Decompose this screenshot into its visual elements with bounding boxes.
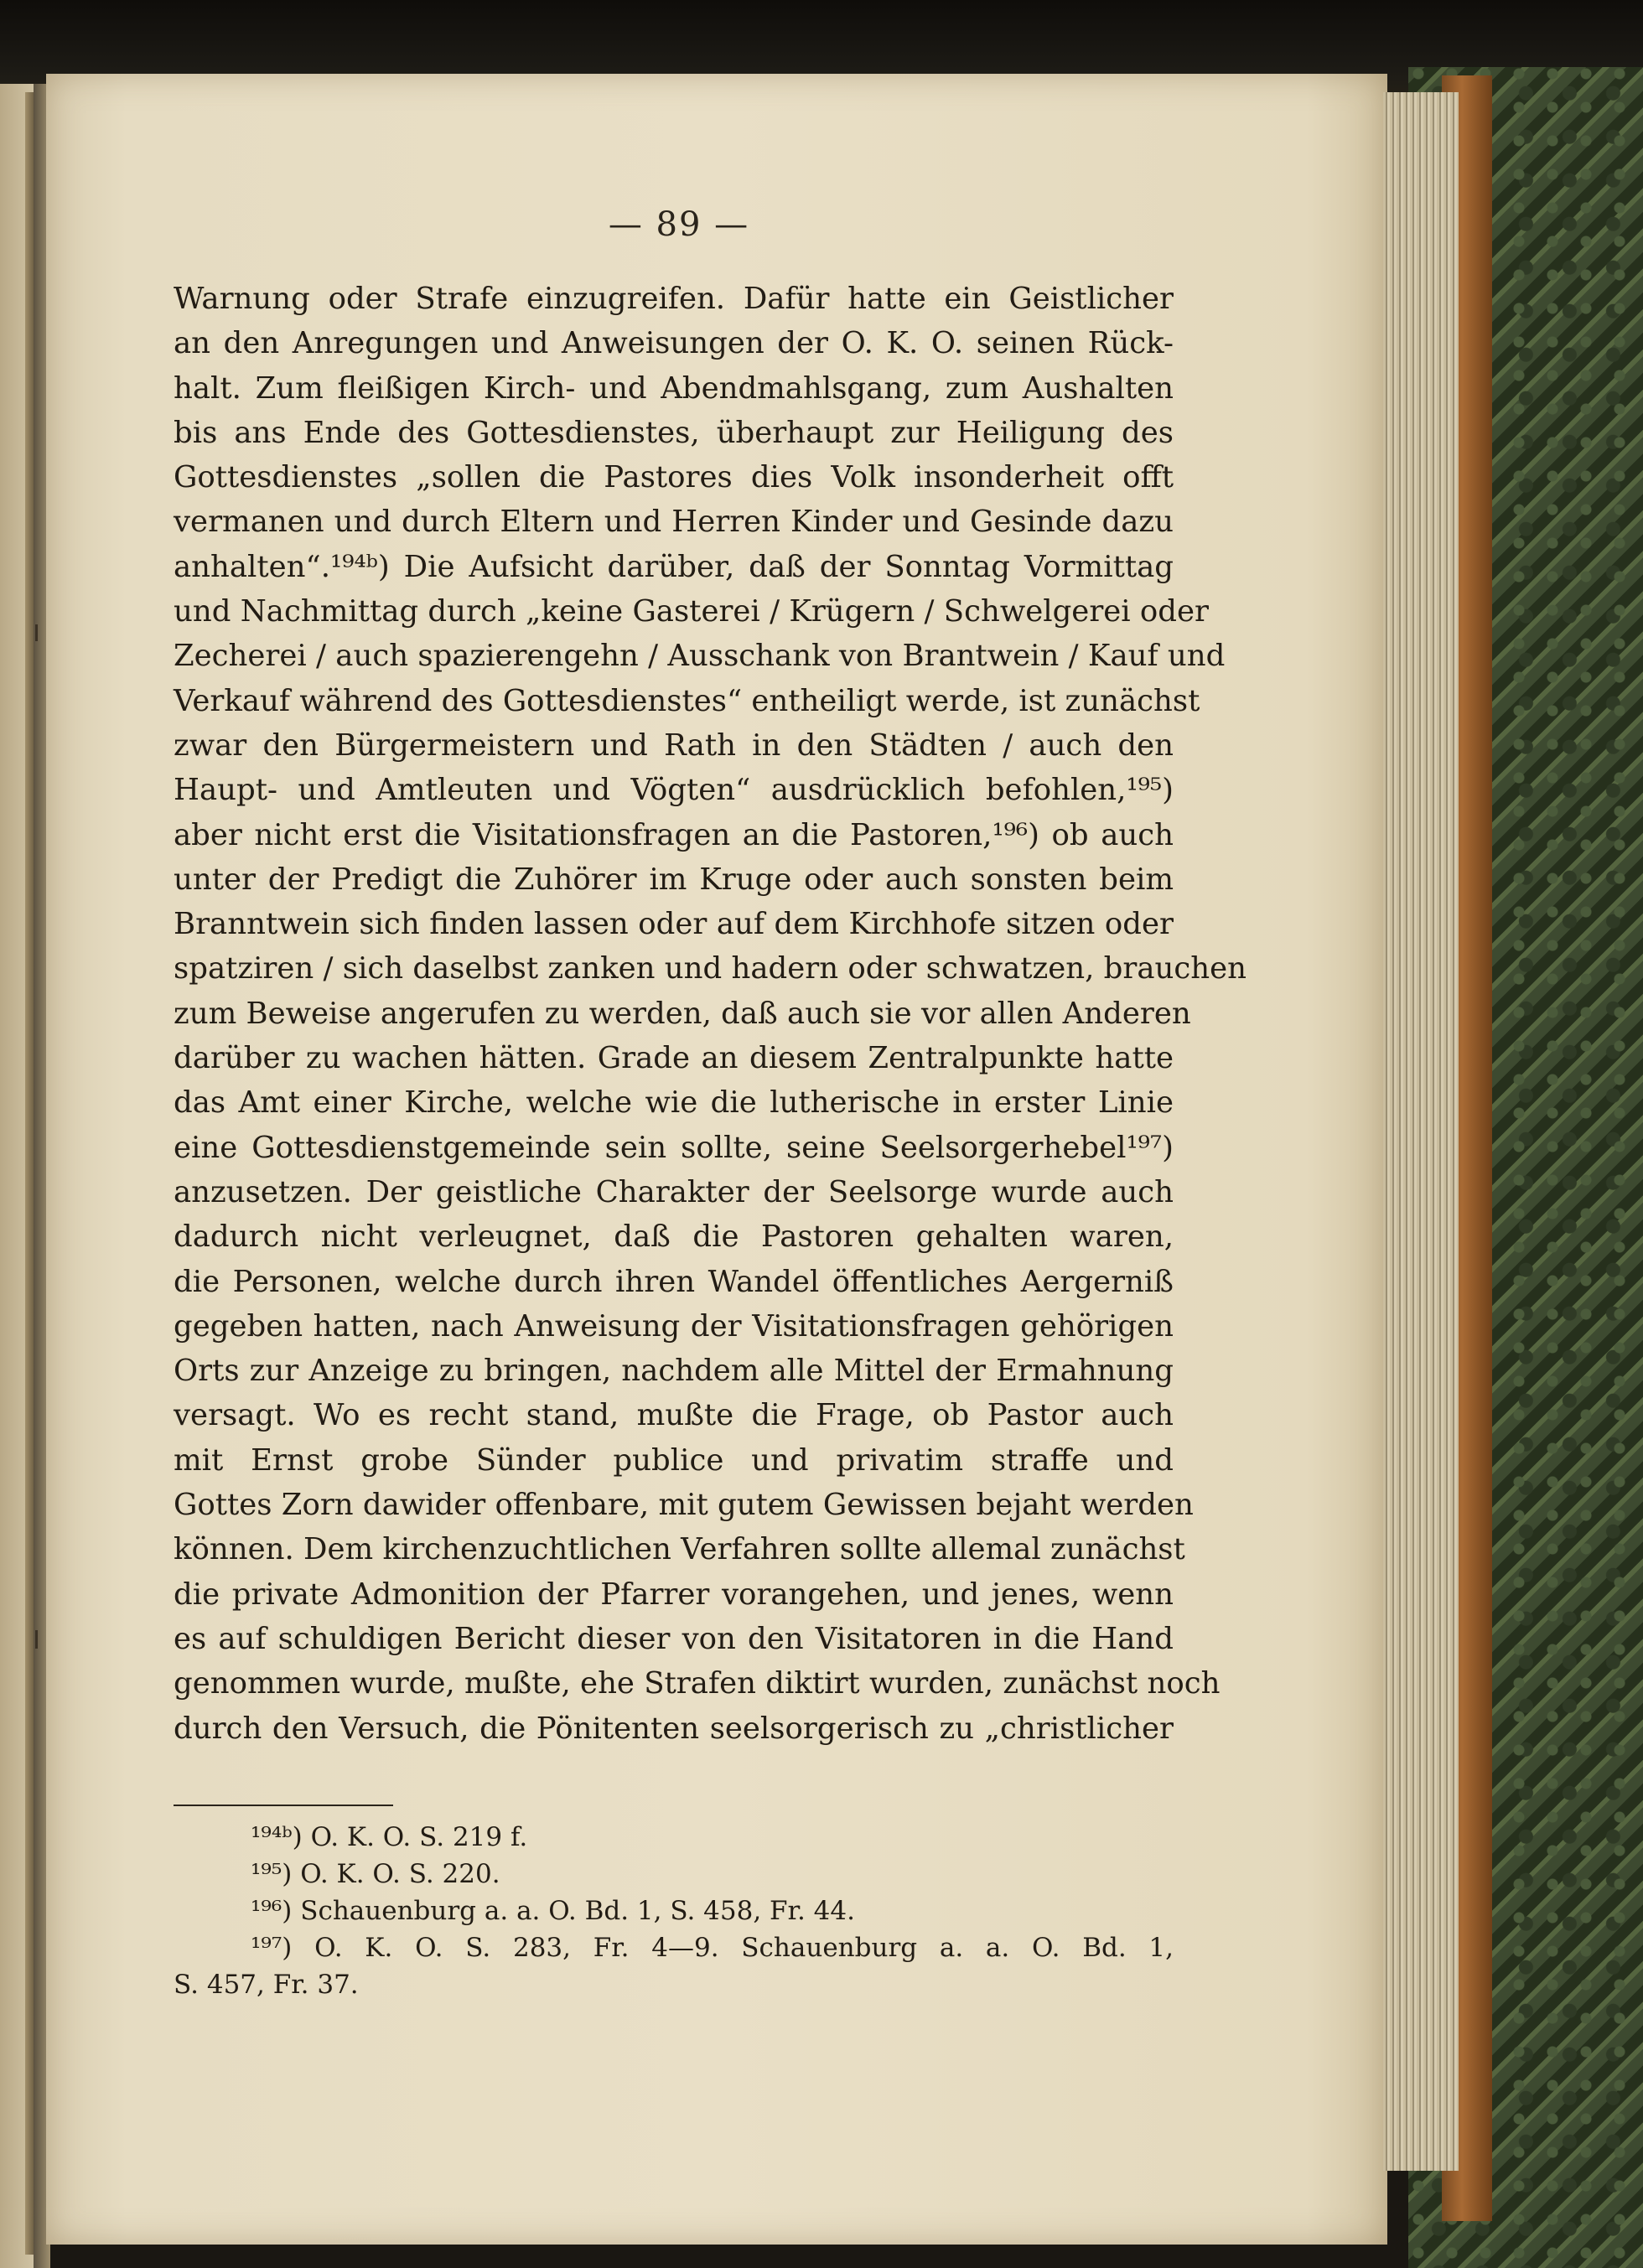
footnote: ¹⁹⁵) O. K. O. S. 220.: [251, 1859, 500, 1889]
body-text: [174, 277, 1247, 1751]
text-line: Branntwein sich finden lassen oder auf dem Kirchhofe sitzen oder: [174, 907, 1174, 942]
text-line: darüber zu wachen hätten. Grade an diesem Zentralpunkte hatte: [174, 1041, 1174, 1076]
text-line: anzusetzen. Der geistliche Charakter der Seelsorge wurde auch: [174, 1174, 1174, 1209]
text-line: halt. Zum fleißigen Kirch- und Abendmahlsgang, zum Aushalten: [174, 370, 1174, 406]
text-line: vermanen und durch Eltern und Herren Kinder und Gesinde dazu: [174, 505, 1174, 540]
text-line: und Nachmittag durch „keine Gasterei / Krügern / Schwelgerei oder: [174, 594, 1210, 629]
text-line: anhalten“.¹⁹⁴ᵇ) Die Aufsicht darüber, daß der Sonntag Vormittag: [174, 549, 1174, 584]
text-line: es auf schuldigen Bericht dieser von den Visitatoren in die Hand: [174, 1621, 1174, 1656]
text-line: mit Ernst grobe Sünder publice und privatim straffe und: [174, 1442, 1174, 1478]
text-line: aber nicht erst die Visitationsfragen an die Pastoren,¹⁹⁶) ob auch: [174, 817, 1174, 852]
text-line: Gottesdienstes „sollen die Pastores dies Volk insonderheit offt: [174, 460, 1174, 495]
footnotes: [174, 1819, 1174, 2003]
text-line: die private Admonition der Pfarrer vorangehen, und jenes, wenn: [174, 1577, 1174, 1612]
text-line: bis ans Ende des Gottesdienstes, überhaupt zur Heiligung des: [174, 415, 1174, 450]
text-line: zwar den Bürgermeistern und Rath in den Städten / auch den: [174, 728, 1174, 763]
margin-mark: [35, 1630, 38, 1649]
text-line: Zecherei / auch spazierengehn / Ausschank von Brantwein / Kauf und: [174, 639, 1226, 674]
text-line: das Amt einer Kirche, welche wie die lutherische in erster Linie: [174, 1085, 1174, 1121]
page-block-edges: [1383, 92, 1459, 2171]
text-line: dadurch nicht verleugnet, daß die Pastoren gehalten waren,: [174, 1219, 1174, 1255]
text-line: eine Gottesdienstgemeinde sein sollte, seine Seelsorgerhebel¹⁹⁷): [174, 1130, 1174, 1165]
footnote: ¹⁹⁶) Schauenburg a. a. O. Bd. 1, S. 458, Fr. 44.: [251, 1896, 855, 1926]
margin-mark: [35, 624, 38, 641]
text-line: genommen wurde, mußte, ehe Strafen diktirt wurden, zunächst noch: [174, 1666, 1221, 1701]
text-line: durch den Versuch, die Pönitenten seelsorgerisch zu „christlicher: [174, 1711, 1174, 1746]
text-line: Verkauf während des Gottesdienstes“ entheiligt werde, ist zunächst: [174, 683, 1200, 718]
text-line: Warnung oder Strafe einzugreifen. Dafür hatte ein Geistlicher: [174, 282, 1174, 316]
text-line: unter der Predigt die Zuhörer im Kruge oder auch sonsten beim: [174, 862, 1174, 897]
footnote-continuation: S. 457, Fr. 37.: [174, 1970, 359, 2000]
footnote: ¹⁹⁷) O. K. O. S. 283, Fr. 4—9. Schauenburg a. a. O. Bd. 1,: [251, 1933, 1174, 1963]
footnote-rule: [174, 1805, 393, 1806]
text-line: spatziren / sich daselbst zanken und hadern oder schwatzen, brauchen: [174, 951, 1247, 986]
text-line: Gottes Zorn dawider offenbare, mit gutem Gewissen bejaht werden: [174, 1488, 1194, 1523]
page-number: — 89 —: [608, 205, 750, 244]
text-line: Haupt- und Amtleuten und Vögten“ ausdrücklich befohlen,¹⁹⁵): [174, 773, 1174, 808]
text-line: die Personen, welche durch ihren Wandel öffentliches Aergerniß: [174, 1264, 1174, 1299]
left-page-shadow: [25, 92, 34, 2255]
footnote: ¹⁹⁴ᵇ) O. K. O. S. 219 f.: [251, 1822, 528, 1852]
text-line: zum Beweise angerufen zu werden, daß auch sie vor allen Anderen: [174, 996, 1191, 1031]
text-line: versagt. Wo es recht stand, mußte die Frage, ob Pastor auch: [174, 1398, 1174, 1433]
text-line: können. Dem kirchenzuchtlichen Verfahren sollte allemal zunächst: [174, 1532, 1185, 1567]
text-line: Orts zur Anzeige zu bringen, nachdem alle Mittel der Ermahnung: [174, 1354, 1174, 1389]
text-line: an den Anregungen und Anweisungen der O. K. O. seinen Rück-: [174, 326, 1174, 361]
text-line: gegeben hatten, nach Anweisung der Visitationsfragen gehörigen: [174, 1308, 1174, 1344]
